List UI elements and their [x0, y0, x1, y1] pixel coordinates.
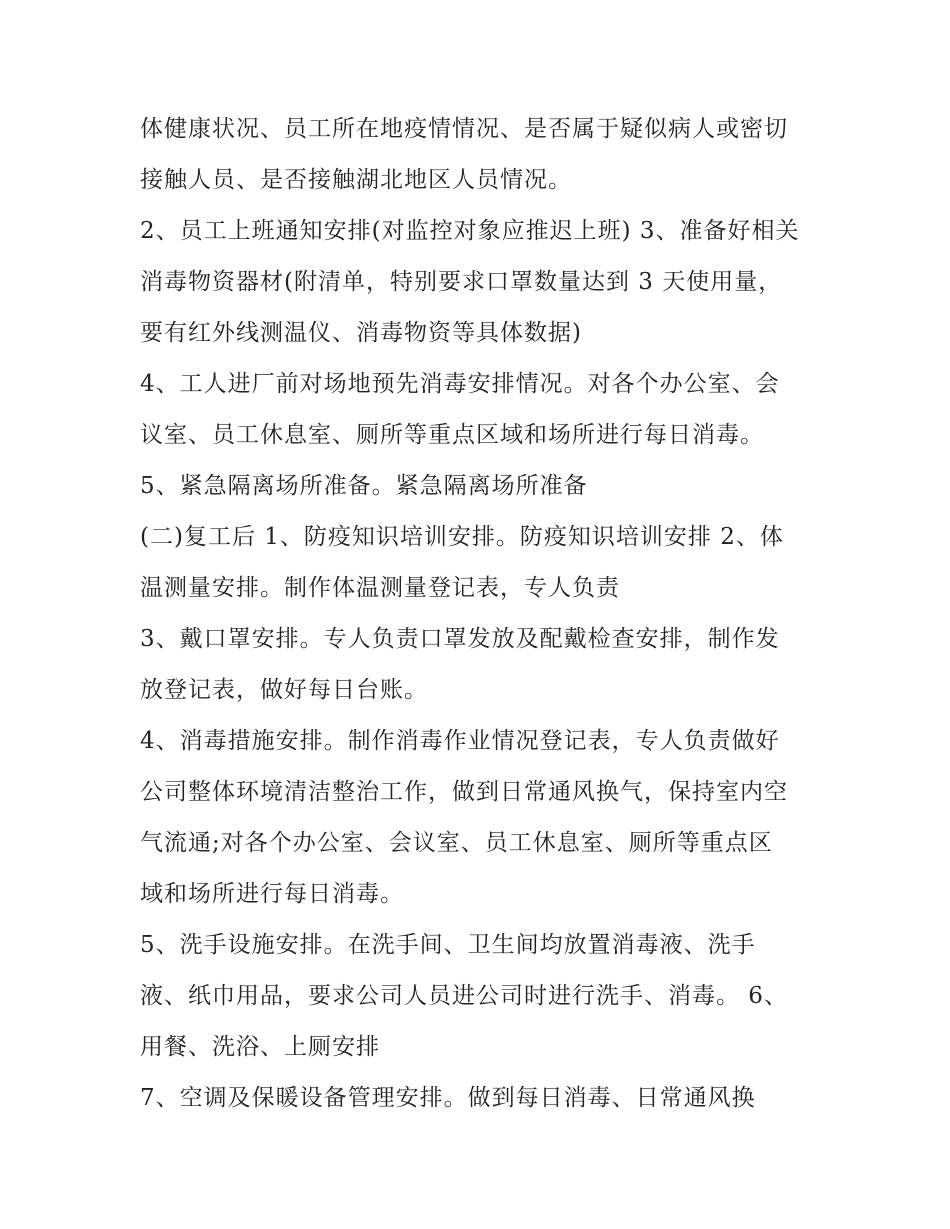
text-line: 7、空调及保暖设备管理安排。做到每日消毒、日常通风换 [140, 1085, 756, 1111]
text-line: 4、消毒措施安排。制作消毒作业情况登记表，专人负责做好 [140, 728, 780, 754]
text-line: 4、工人进厂前对场地预先消毒安排情况。对各个办公室、会 [140, 371, 780, 397]
text-line: (二)复工后 1、防疫知识培训安排。防疫知识培训安排 2、体 [140, 524, 784, 550]
text-line: 公司整体环境清洁整治工作，做到日常通风换气，保持室内空 [140, 779, 788, 805]
text-line: 放登记表，做好每日台账。 [140, 677, 428, 703]
text-line: 要有红外线测温仪、消毒物资等具体数据) [140, 320, 582, 346]
text-line: 域和场所进行每日消毒。 [140, 881, 404, 907]
text-line: 用餐、洗浴、上厕安排 [140, 1034, 380, 1060]
text-line: 议室、员工休息室、厕所等重点区域和场所进行每日消毒。 [140, 422, 764, 448]
text-line: 接触人员、是否接触湖北地区人员情况。 [140, 167, 572, 193]
text-line: 温测量安排。制作体温测量登记表，专人负责 [140, 575, 620, 601]
text-line: 3、戴口罩安排。专人负责口罩发放及配戴检查安排，制作发 [140, 626, 780, 652]
text-line: 5、洗手设施安排。在洗手间、卫生间均放置消毒液、洗手 [140, 932, 756, 958]
text-line: 液、纸巾用品，要求公司人员进公司时进行洗手、消毒。 6、 [140, 983, 788, 1009]
text-line: 消毒物资器材(附清单，特别要求口罩数量达到 3 天使用量， [140, 269, 783, 295]
text-line: 2、员工上班通知安排(对监控对象应推迟上班) 3、准备好相关 [140, 218, 800, 244]
text-line: 气流通;对各个办公室、会议室、员工休息室、厕所等重点区 [140, 830, 773, 856]
text-line: 体健康状况、员工所在地疫情情况、是否属于疑似病人或密切 [140, 116, 788, 142]
document-body [140, 104, 830, 1124]
text-line: 5、紧急隔离场所准备。紧急隔离场所准备 [140, 473, 588, 499]
